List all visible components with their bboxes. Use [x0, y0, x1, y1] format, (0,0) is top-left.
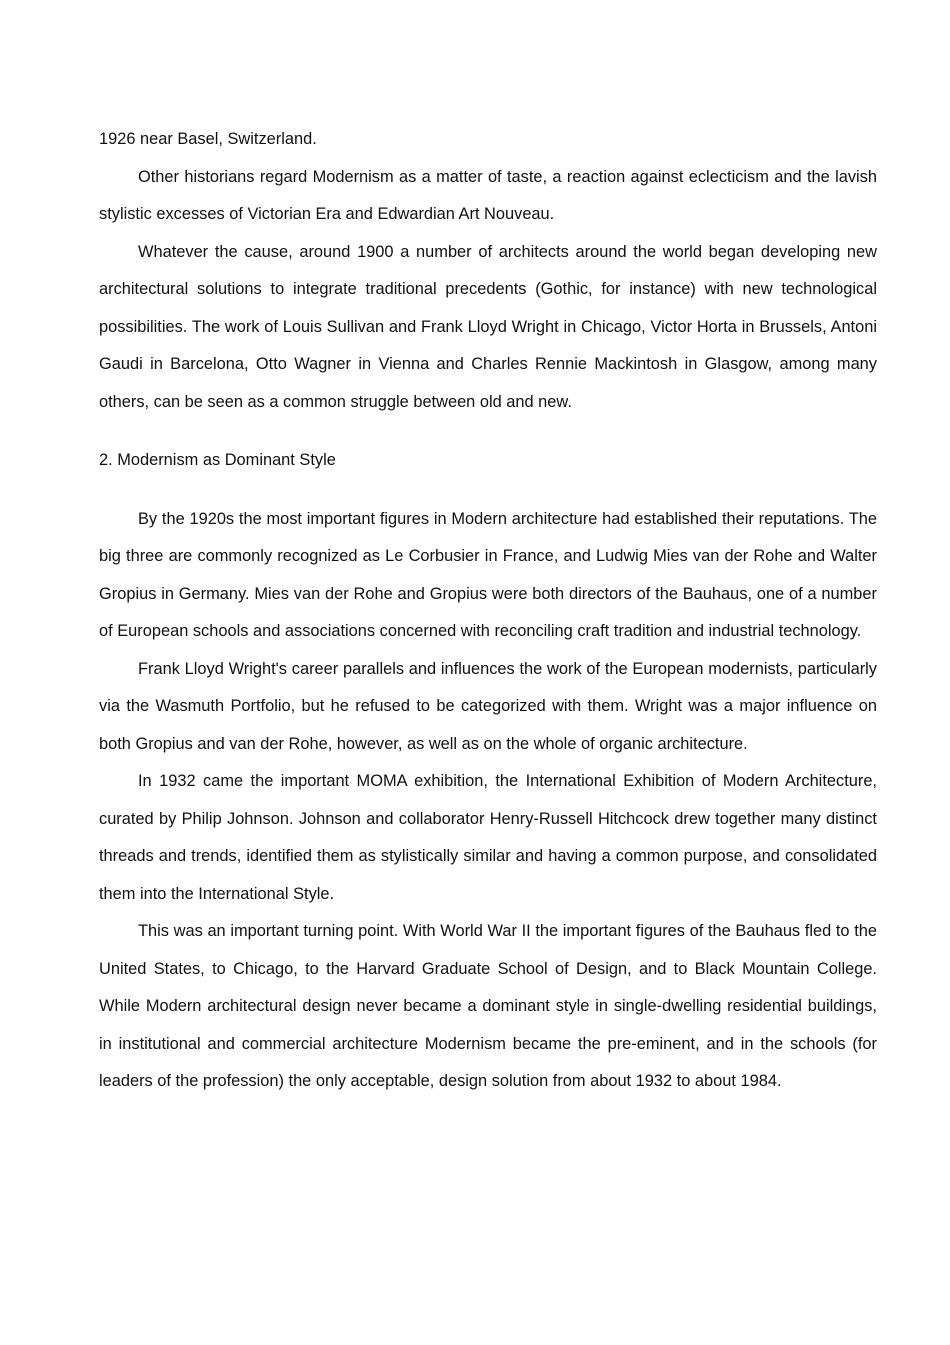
paragraph-around-1900: Whatever the cause, around 1900 a number of architects around the world began developing new architectural solutions to integrate traditional precedents (Gothic, for instance) with new technological possibilities. The work of Louis Sullivan and Frank Lloyd Wright in Chicago, Victor Horta in Brussels, Antoni Gaudi in Barcelona, Otto Wagner in Vienna and Charles Rennie Mackintosh in Glasgow, among many others, can be seen as a common struggle between old and new. — [99, 242, 877, 411]
paragraph-continuation: 1926 near Basel, Switzerland. — [99, 130, 317, 148]
paragraph-wright-career: Frank Lloyd Wright's career parallels and influences the work of the European modernists, particularly via the Wasmuth Portfolio, but he refused to be categorized with them. Wright was a major influence on both Gropius and van der Rohe, however, as well as on the whole of organic architecture. — [99, 659, 877, 753]
paragraph-historians-taste: Other historians regard Modernism as a matter of taste, a reaction against eclecticism and the lavish stylistic excesses of Victorian Era and Edwardian Art Nouveau. — [99, 167, 877, 223]
spacer — [99, 421, 877, 442]
paragraph-1920s-figures: By the 1920s the most important figures in Modern architecture had established their reputations. The big three are commonly recognized as Le Corbusier in France, and Ludwig Mies van der Rohe and Walter Gropius in Germany. Mies van der Rohe and Gropius were both directors of the Bauhaus, one of a number of European schools and associations concerned with reconciling craft tradition and industrial technology. — [99, 509, 877, 640]
spacer — [99, 480, 877, 501]
document-body — [99, 121, 877, 1101]
paragraph-turning-point: This was an important turning point. With World War II the important figures of the Bauhaus fled to the United States, to Chicago, to the Harvard Graduate School of Design, and to Black Mountain College. While Modern architectural design never became a dominant style in single-dwelling residential buildings, in institutional and commercial architecture Modernism became the pre-eminent, and in the schools (for leaders of the profession) the only acceptable, design solution from about 1932 to about 1984. — [99, 922, 877, 1090]
section-heading: 2. Modernism as Dominant Style — [99, 451, 336, 469]
paragraph-moma-1932: In 1932 came the important MOMA exhibition, the International Exhibition of Modern Architecture, curated by Philip Johnson. Johnson and collaborator Henry-Russell Hitchcock drew together many distinct threads and trends, identified them as stylistically similar and having a common purpose, and consolidated them into the International Style. — [99, 772, 877, 903]
